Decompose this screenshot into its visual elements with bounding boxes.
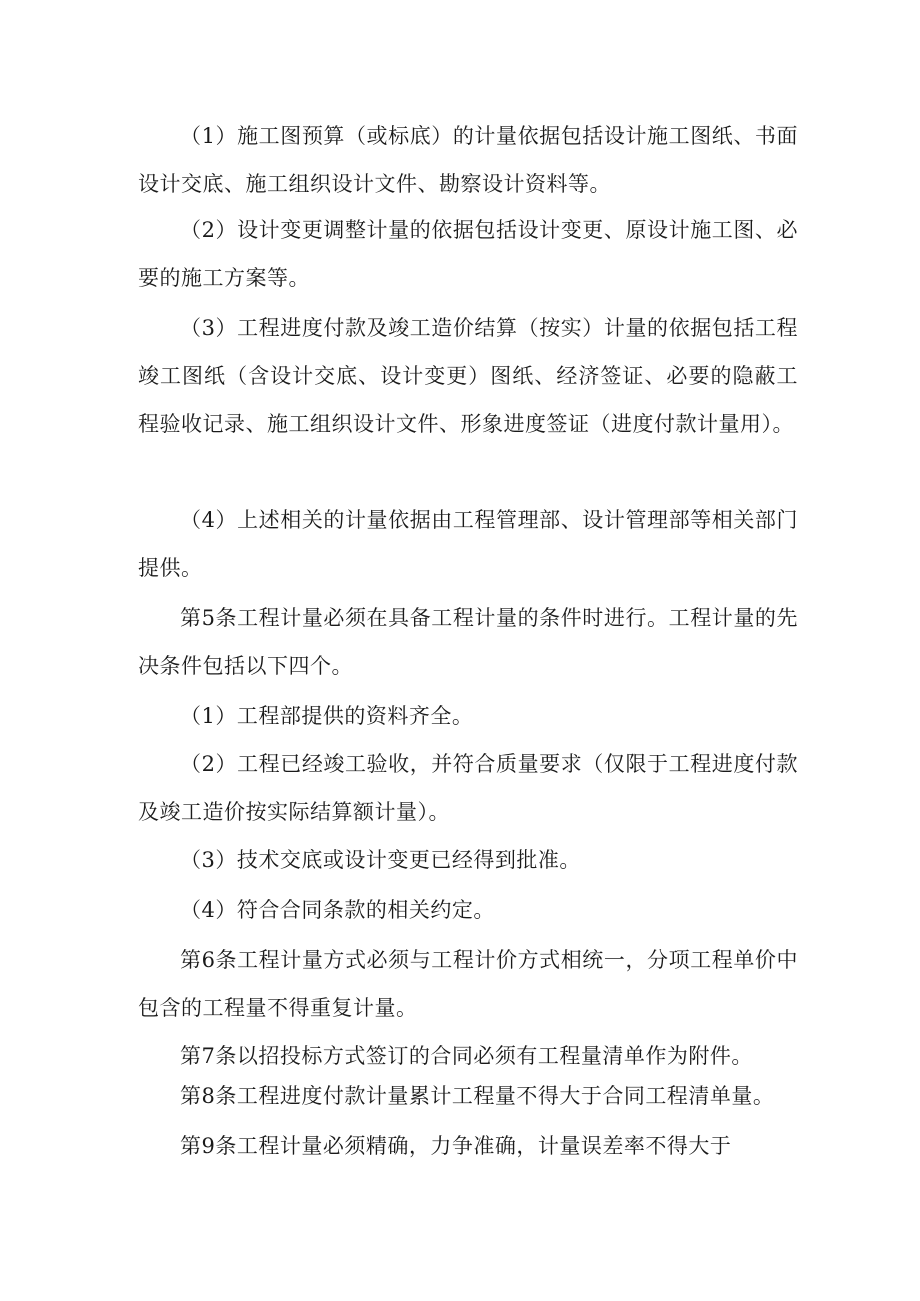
paragraph-basis-change: （2）设计变更调整计量的依据包括设计变更、原设计施工图、必要的施工方案等。 [138, 218, 798, 290]
article-6: 第6条工程计量方式必须与工程计价方式相统一，分项工程单价中包含的工程量不得重复计量。 [138, 948, 798, 1020]
article-9: 第9条工程计量必须精确，力争准确，计量误差率不得大于 [180, 1134, 732, 1158]
article-7: 第7条以招投标方式签订的合同必须有工程量清单作为附件。 [180, 1044, 753, 1068]
paragraph-basis-settlement: （3）工程进度付款及竣工造价结算（按实）计量的依据包括工程竣工图纸（含设计交底、设计变更）图纸、经济签证、必要的隐蔽工程验收记录、施工组织设计文件、形象进度签证（进度付款计量用）。 [138, 316, 798, 436]
condition-3: （3）技术交底或设计变更已经得到批准。 [180, 848, 581, 872]
condition-4: （4）符合合同条款的相关约定。 [180, 898, 495, 922]
paragraph-basis-provider: （4）上述相关的计量依据由工程管理部、设计管理部等相关部门提供。 [138, 508, 798, 580]
condition-1: （1）工程部提供的资料齐全。 [180, 704, 474, 728]
paragraph-basis-budget: （1）施工图预算（或标底）的计量依据包括设计施工图纸、书面设计交底、施工组织设计文件、勘察设计资料等。 [138, 124, 798, 196]
article-8: 第8条工程进度付款计量累计工程量不得大于合同工程清单量。 [180, 1084, 775, 1108]
condition-2: （2）工程已经竣工验收，并符合质量要求（仅限于工程进度付款及竣工造价按实际结算额计量）。 [138, 752, 798, 824]
article-5: 第5条工程计量必须在具备工程计量的条件时进行。工程计量的先决条件包括以下四个。 [138, 606, 798, 678]
